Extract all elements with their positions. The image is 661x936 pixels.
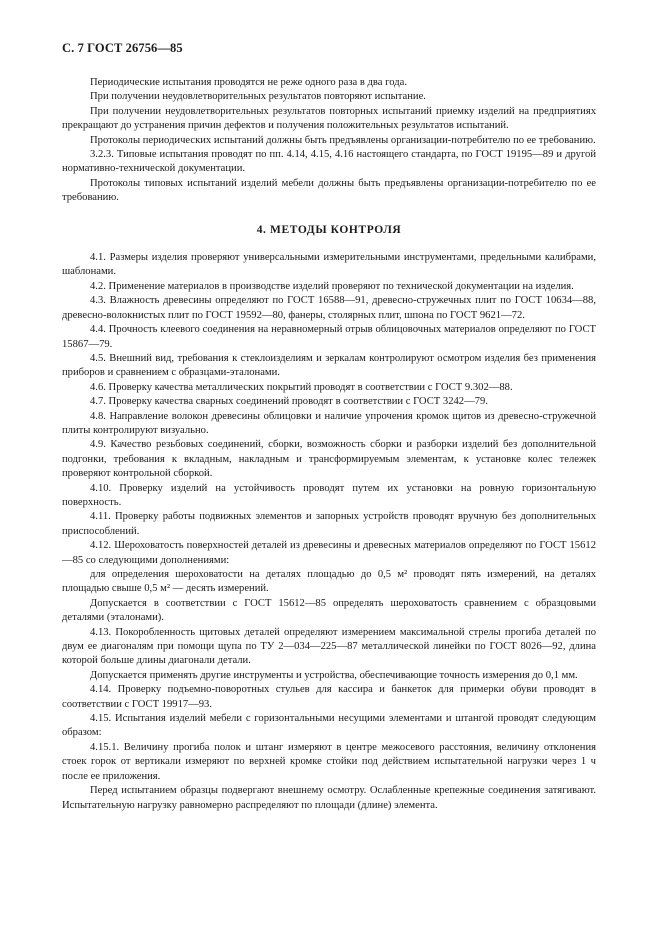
paragraph: 4.3. Влажность древесины определяют по ГОСТ 16588—91, древесно-стружечных плит по ГОСТ 10634—88, древесно-волокнистых плит по ГОСТ 19592—80, фанеры, столярных плит, шпона по ГОСТ 9621—72.	[62, 295, 596, 321]
paragraph: 4.8. Направление волокон древесины облицовки и наличие упрочения кромок щитов из древесно-стружечной плиты контролируют визуально.	[62, 410, 596, 436]
paragraph: 4.2. Применение материалов в производстве изделий проверяют по технической документации на изделия.	[90, 280, 574, 292]
paragraph: 4.11. Проверку работы подвижных элементов и запорных устройств проводят вручную без дополнительных приспособлений.	[62, 511, 596, 537]
paragraph: 4.12. Шероховатость поверхностей деталей из древесины и древесных материалов определяют по ГОСТ 15612—85 со следующими дополнениями:	[62, 540, 596, 566]
paragraph: 4.1. Размеры изделия проверяют универсальными измерительными инструментами, предельными калибрами, шаблонами.	[62, 252, 596, 278]
page-header: С. 7 ГОСТ 26756—85	[62, 41, 183, 55]
paragraph: для определения шероховатости на деталях площадью до 0,5 м² проводят пять измерений, на деталях площадью свыше 0,5 м² — десять измерений.	[62, 569, 596, 595]
section-title: 4. МЕТОДЫ КОНТРОЛЯ	[256, 223, 402, 236]
paragraph: 4.9. Качество резьбовых соединений, сборки, возможность сборки и разборки изделий без дополнительной подгонки, требования к вкладным, накладным и трансформируемым элементам, к установке колес тележек проверяют контрольной сборкой.	[62, 439, 596, 480]
paragraph: 4.13. Покоробленность щитовых деталей определяют измерением максимальной стрелы прогиба деталей по двум ее диагоналям при помощи щупа по ТУ 2—034—225—87 металлической линейки по ГОСТ 8026—92, длина которой больше длины диагонали детали.	[62, 626, 596, 667]
paragraph: 4.15. Испытания изделий мебели с горизонтальными несущими элементами и штангой проводят следующим образом:	[62, 713, 596, 739]
paragraph: 4.7. Проверку качества сварных соединений проводят в соответствии с ГОСТ 3242—79.	[90, 396, 488, 408]
paragraph: При получении неудовлетворительных результатов повторяют испытание.	[90, 91, 426, 103]
paragraph: При получении неудовлетворительных результатов повторных испытаний приемку изделий на предприятиях прекращают до устранения причин дефектов и получения положительных результатов испытаний.	[62, 105, 596, 132]
paragraph: Протоколы периодических испытаний должны быть предъявлены организации-потребителю по ее требованию.	[90, 134, 596, 146]
paragraph: Протоколы типовых испытаний изделий мебели должны быть предъявлены организации-потребителю по ее требованию.	[62, 177, 596, 204]
paragraph: Допускается применять другие инструменты и устройства, обеспечивающие точность измерения до 0,1 мм.	[90, 669, 578, 681]
document-body	[62, 76, 596, 813]
paragraph: 4.14. Проверку подъемно-поворотных стульев для кассира и банкеток для примерки обуви проводят в соответствии с ГОСТ 19917—93.	[62, 684, 596, 710]
paragraph: 3.2.3. Типовые испытания проводят по пп. 4.14, 4.15, 4.16 настоящего стандарта, по ГОСТ 19195—89 и другой нормативно-технической документации.	[62, 149, 596, 175]
paragraph: 4.15.1. Величину прогиба полок и штанг измеряют в центре межосевого расстояния, величину отклонения стоек горок от вертикали измеряют по верхней кромке стойки под действием испытательной нагрузки через 1 ч после ее приложения.	[62, 741, 596, 782]
paragraph: 4.6. Проверку качества металлических покрытий проводят в соответствии с ГОСТ 9.302—88.	[90, 381, 513, 393]
paragraph: 4.10. Проверку изделий на устойчивость проводят путем их установки на ровную горизонтальную поверхность.	[62, 482, 596, 508]
paragraph: Перед испытанием образцы подвергают внешнему осмотру. Ослабленные крепежные соединения затягивают. Испытательную нагрузку равномерно распределяют по площади (длине) элемента.	[62, 785, 596, 811]
paragraph: 4.5. Внешний вид, требования к стеклоизделиям и зеркалам контролируют осмотром изделия без применения приборов и сравнением с образцами-эталонами.	[62, 352, 596, 379]
paragraph: Периодические испытания проводятся не реже одного раза в два года.	[90, 77, 407, 88]
paragraph: 4.4. Прочность клеевого соединения на неравномерный отрыв облицовочных материалов определяют по ГОСТ 15867—79.	[62, 324, 596, 350]
paragraph: Допускается в соответствии с ГОСТ 15612—85 определять шероховатость сравнением с образцовыми деталями (эталонами).	[62, 597, 596, 624]
